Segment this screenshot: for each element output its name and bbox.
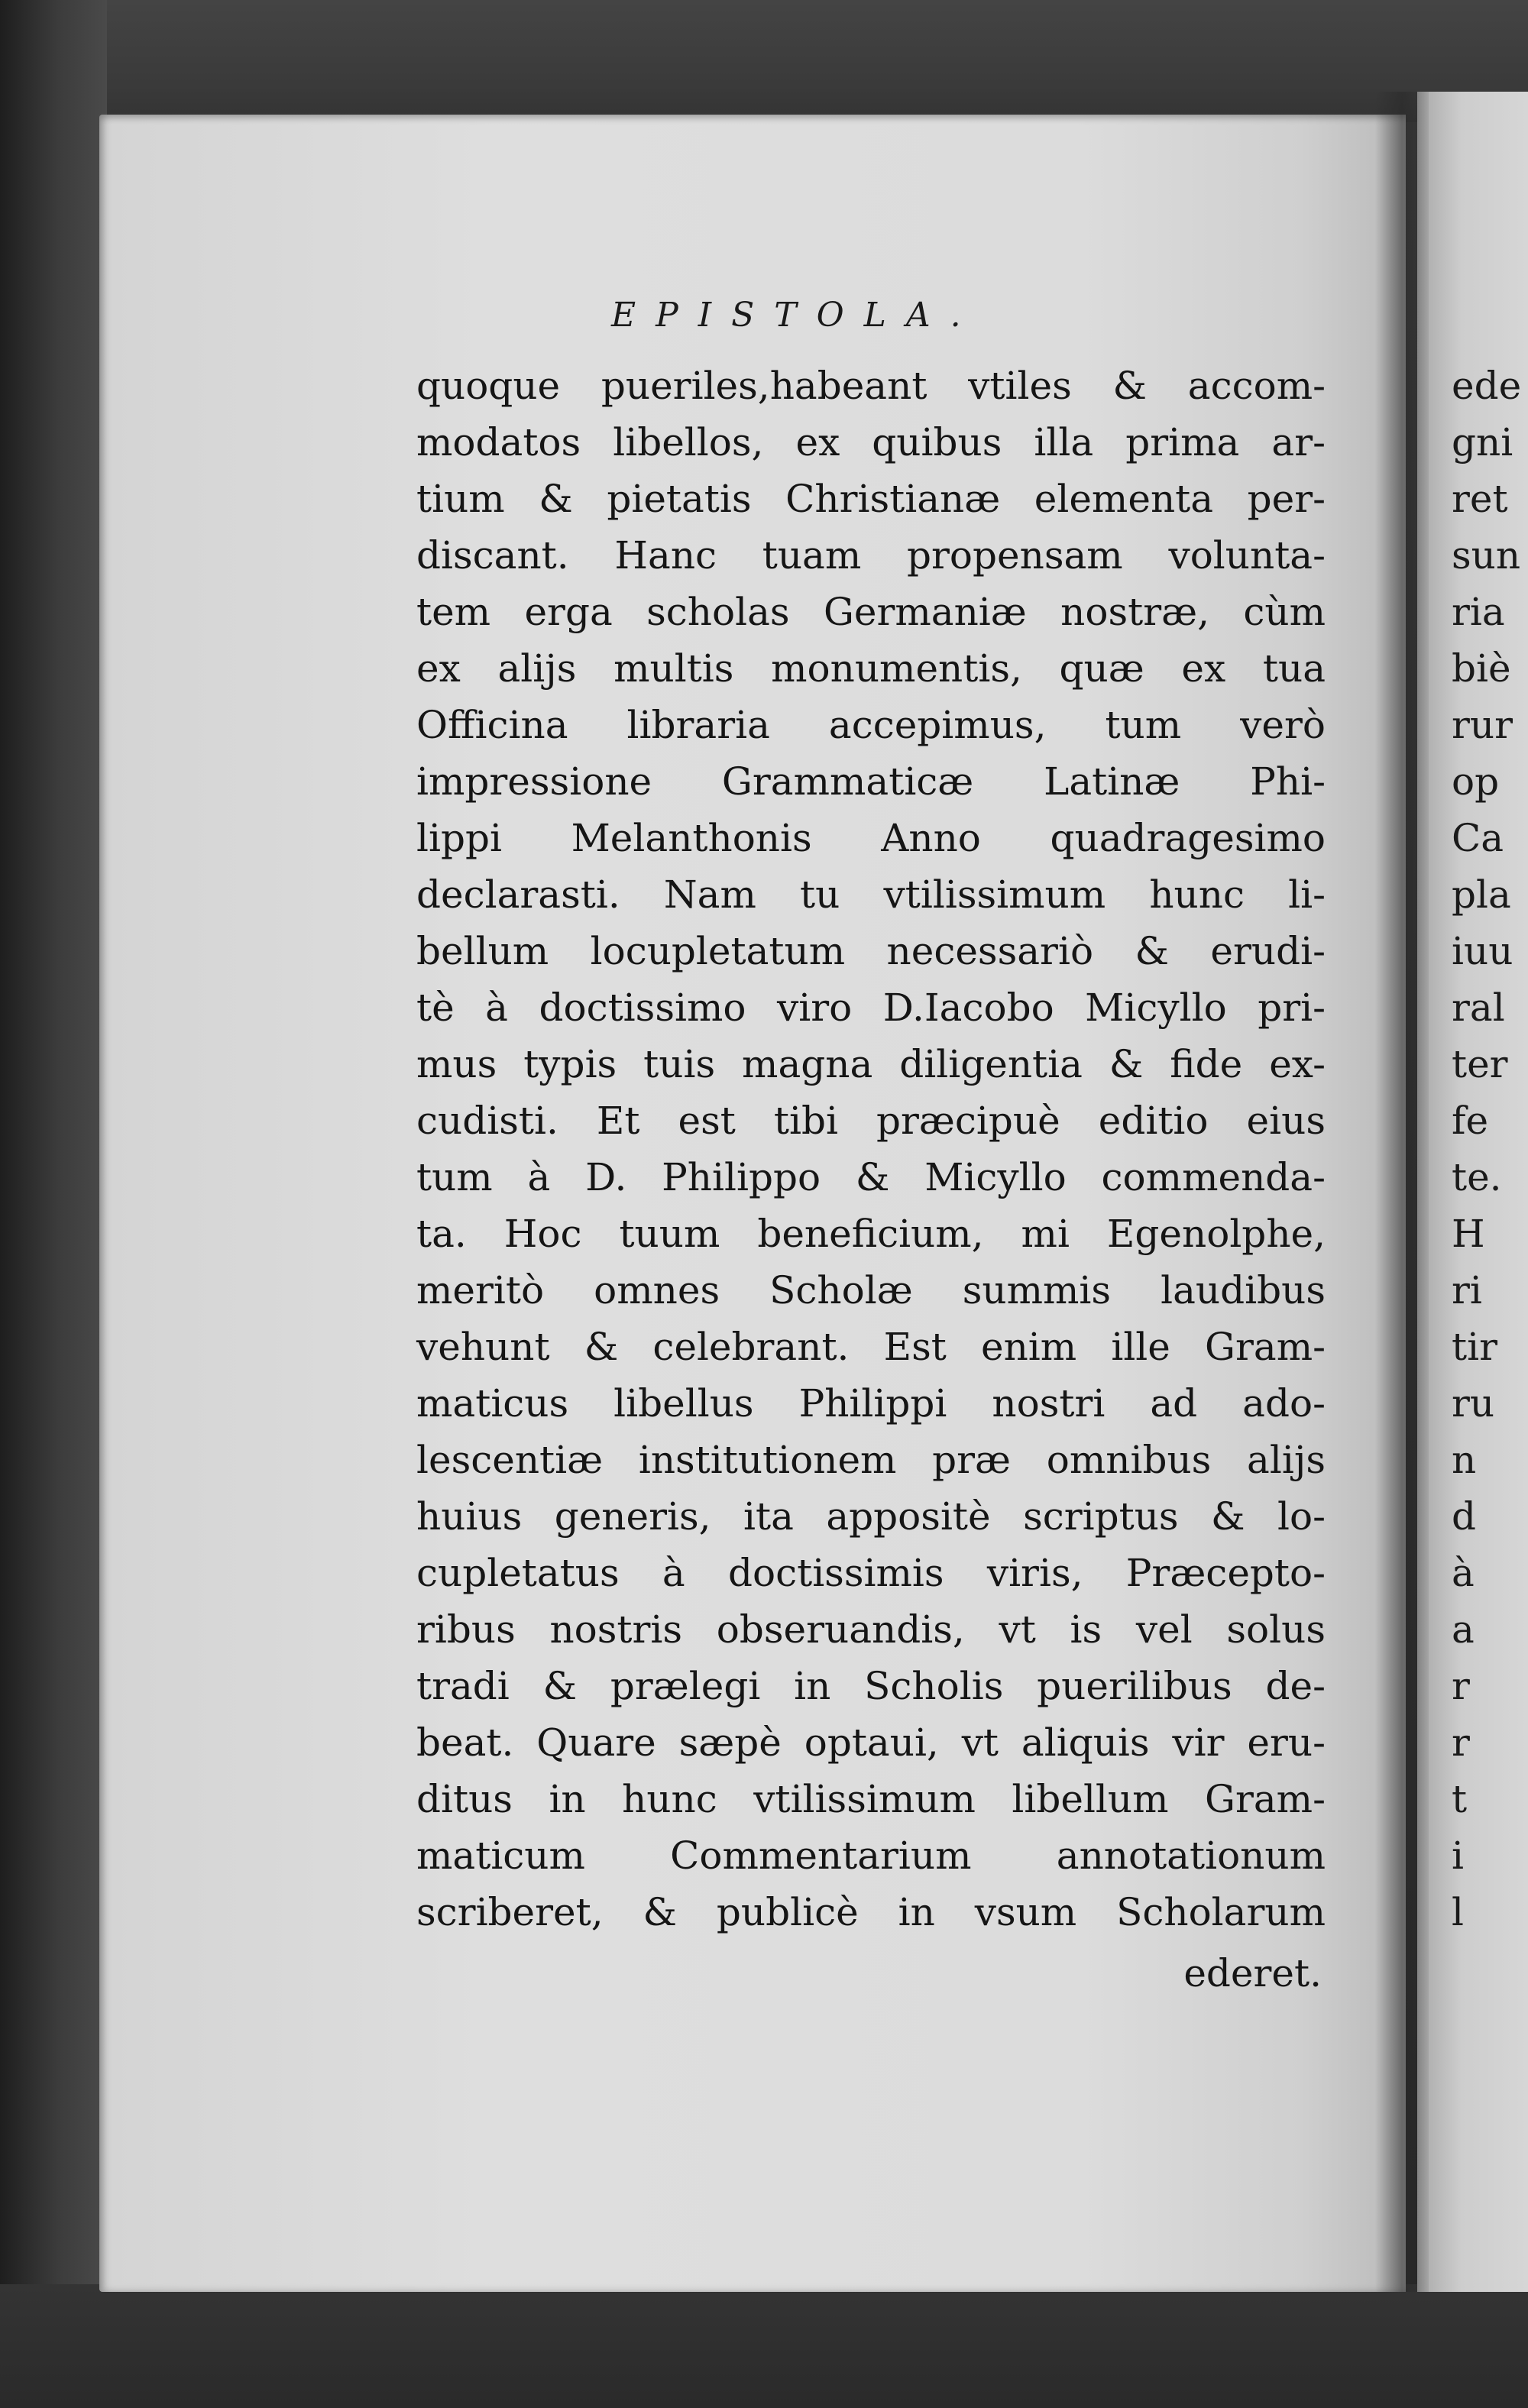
right-page-fragment: r (1452, 1664, 1470, 1708)
text-line: beat. Quare sæpè optaui, vt aliquis vir eru- (416, 1720, 1326, 1765)
text-block (416, 359, 1326, 2009)
text-line: vehunt & celebrant. Est enim ille Gram- (416, 1325, 1326, 1369)
running-head: EPISTOLA. (611, 296, 981, 335)
right-page-fragment: ter (1452, 1042, 1508, 1086)
left-board-edge (0, 0, 107, 2408)
right-page-fragment: ral (1452, 986, 1505, 1030)
book-gutter (1375, 92, 1429, 2292)
right-page-fragment: ru (1452, 1381, 1495, 1426)
text-line: tum à D. Philippo & Micyllo commenda- (416, 1155, 1326, 1199)
text-line: Officina libraria accepimus, tum verò (416, 703, 1326, 747)
text-line: ribus nostris obseruandis, vt is vel solus (416, 1607, 1326, 1652)
right-page-fragment: rur (1452, 703, 1513, 747)
right-page-fragment: r (1452, 1720, 1470, 1765)
right-page-fragment: ria (1452, 590, 1505, 634)
right-page-fragment: n (1452, 1438, 1477, 1482)
right-page-fragment: te. (1452, 1155, 1502, 1199)
right-page-fragment: Ca (1452, 816, 1504, 860)
right-page-fragment: i (1452, 1834, 1464, 1878)
right-page-fragment: sun (1452, 533, 1521, 578)
text-line: ditus in hunc vtilissimum libellum Gram- (416, 1777, 1326, 1821)
right-page-fragment: ret (1452, 477, 1508, 521)
text-line: mus typis tuis magna diligentia & fide ex- (416, 1042, 1326, 1086)
right-page-fragment: t (1452, 1777, 1468, 1821)
right-page-text (1452, 359, 1528, 1948)
right-page-fragment: ri (1452, 1268, 1482, 1312)
catchword: ederet. (1183, 1951, 1322, 1995)
right-page-fragment: fe (1452, 1099, 1489, 1143)
right-page-fragment: d (1452, 1494, 1477, 1539)
text-line: declarasti. Nam tu vtilissimum hunc li- (416, 872, 1326, 917)
text-line: maticum Commentarium annotationum (416, 1834, 1326, 1878)
text-line: lescentiæ institutionem præ omnibus alijs (416, 1438, 1326, 1482)
right-page-fragment: H (1452, 1212, 1485, 1256)
text-line: tè à doctissimo viro D.Iacobo Micyllo pri- (416, 986, 1326, 1030)
text-line: scriberet, & publicè in vsum Scholarum (416, 1890, 1326, 1934)
text-line: ex alijs multis monumentis, quæ ex tua (416, 646, 1326, 691)
right-page-fragment: pla (1452, 872, 1511, 917)
text-line: tium & pietatis Christianæ elementa per- (416, 477, 1326, 521)
right-page-fragment: a (1452, 1607, 1475, 1652)
right-page-fragment: l (1452, 1890, 1464, 1934)
right-page-fragment: iuu (1452, 929, 1513, 973)
text-line: quoque pueriles,habeant vtiles & accom- (416, 364, 1326, 408)
text-line: lippi Melanthonis Anno quadragesimo (416, 816, 1326, 860)
text-line: discant. Hanc tuam propensam volunta- (416, 533, 1326, 578)
top-board-edge (0, 0, 1528, 122)
right-page-fragment: à (1452, 1551, 1475, 1595)
text-line: impressione Grammaticæ Latinæ Phi- (416, 759, 1326, 804)
text-line: maticus libellus Philippi nostri ad ado- (416, 1381, 1326, 1426)
text-line: cupletatus à doctissimis viris, Præcepto- (416, 1551, 1326, 1595)
text-line: bellum locupletatum necessariò & erudi- (416, 929, 1326, 973)
text-line: cudisti. Et est tibi præcipuè editio eius (416, 1099, 1326, 1143)
text-line: modatos libellos, ex quibus illa prima ar- (416, 420, 1326, 464)
text-line: meritò omnes Scholæ summis laudibus (416, 1268, 1326, 1312)
text-line: tradi & prælegi in Scholis puerilibus de- (416, 1664, 1326, 1708)
bottom-board-edge (0, 2284, 1528, 2408)
text-line: tem erga scholas Germaniæ nostræ, cùm (416, 590, 1326, 634)
right-page-fragment: ede (1452, 364, 1522, 408)
text-line: ta. Hoc tuum beneficium, mi Egenolphe, (416, 1212, 1326, 1256)
right-page-fragment: gni (1452, 420, 1513, 464)
text-line: huius generis, ita appositè scriptus & lo- (416, 1494, 1326, 1539)
right-page-fragment: biè (1452, 646, 1511, 691)
right-page-fragment: op (1452, 759, 1500, 804)
right-page-fragment: tir (1452, 1325, 1497, 1369)
